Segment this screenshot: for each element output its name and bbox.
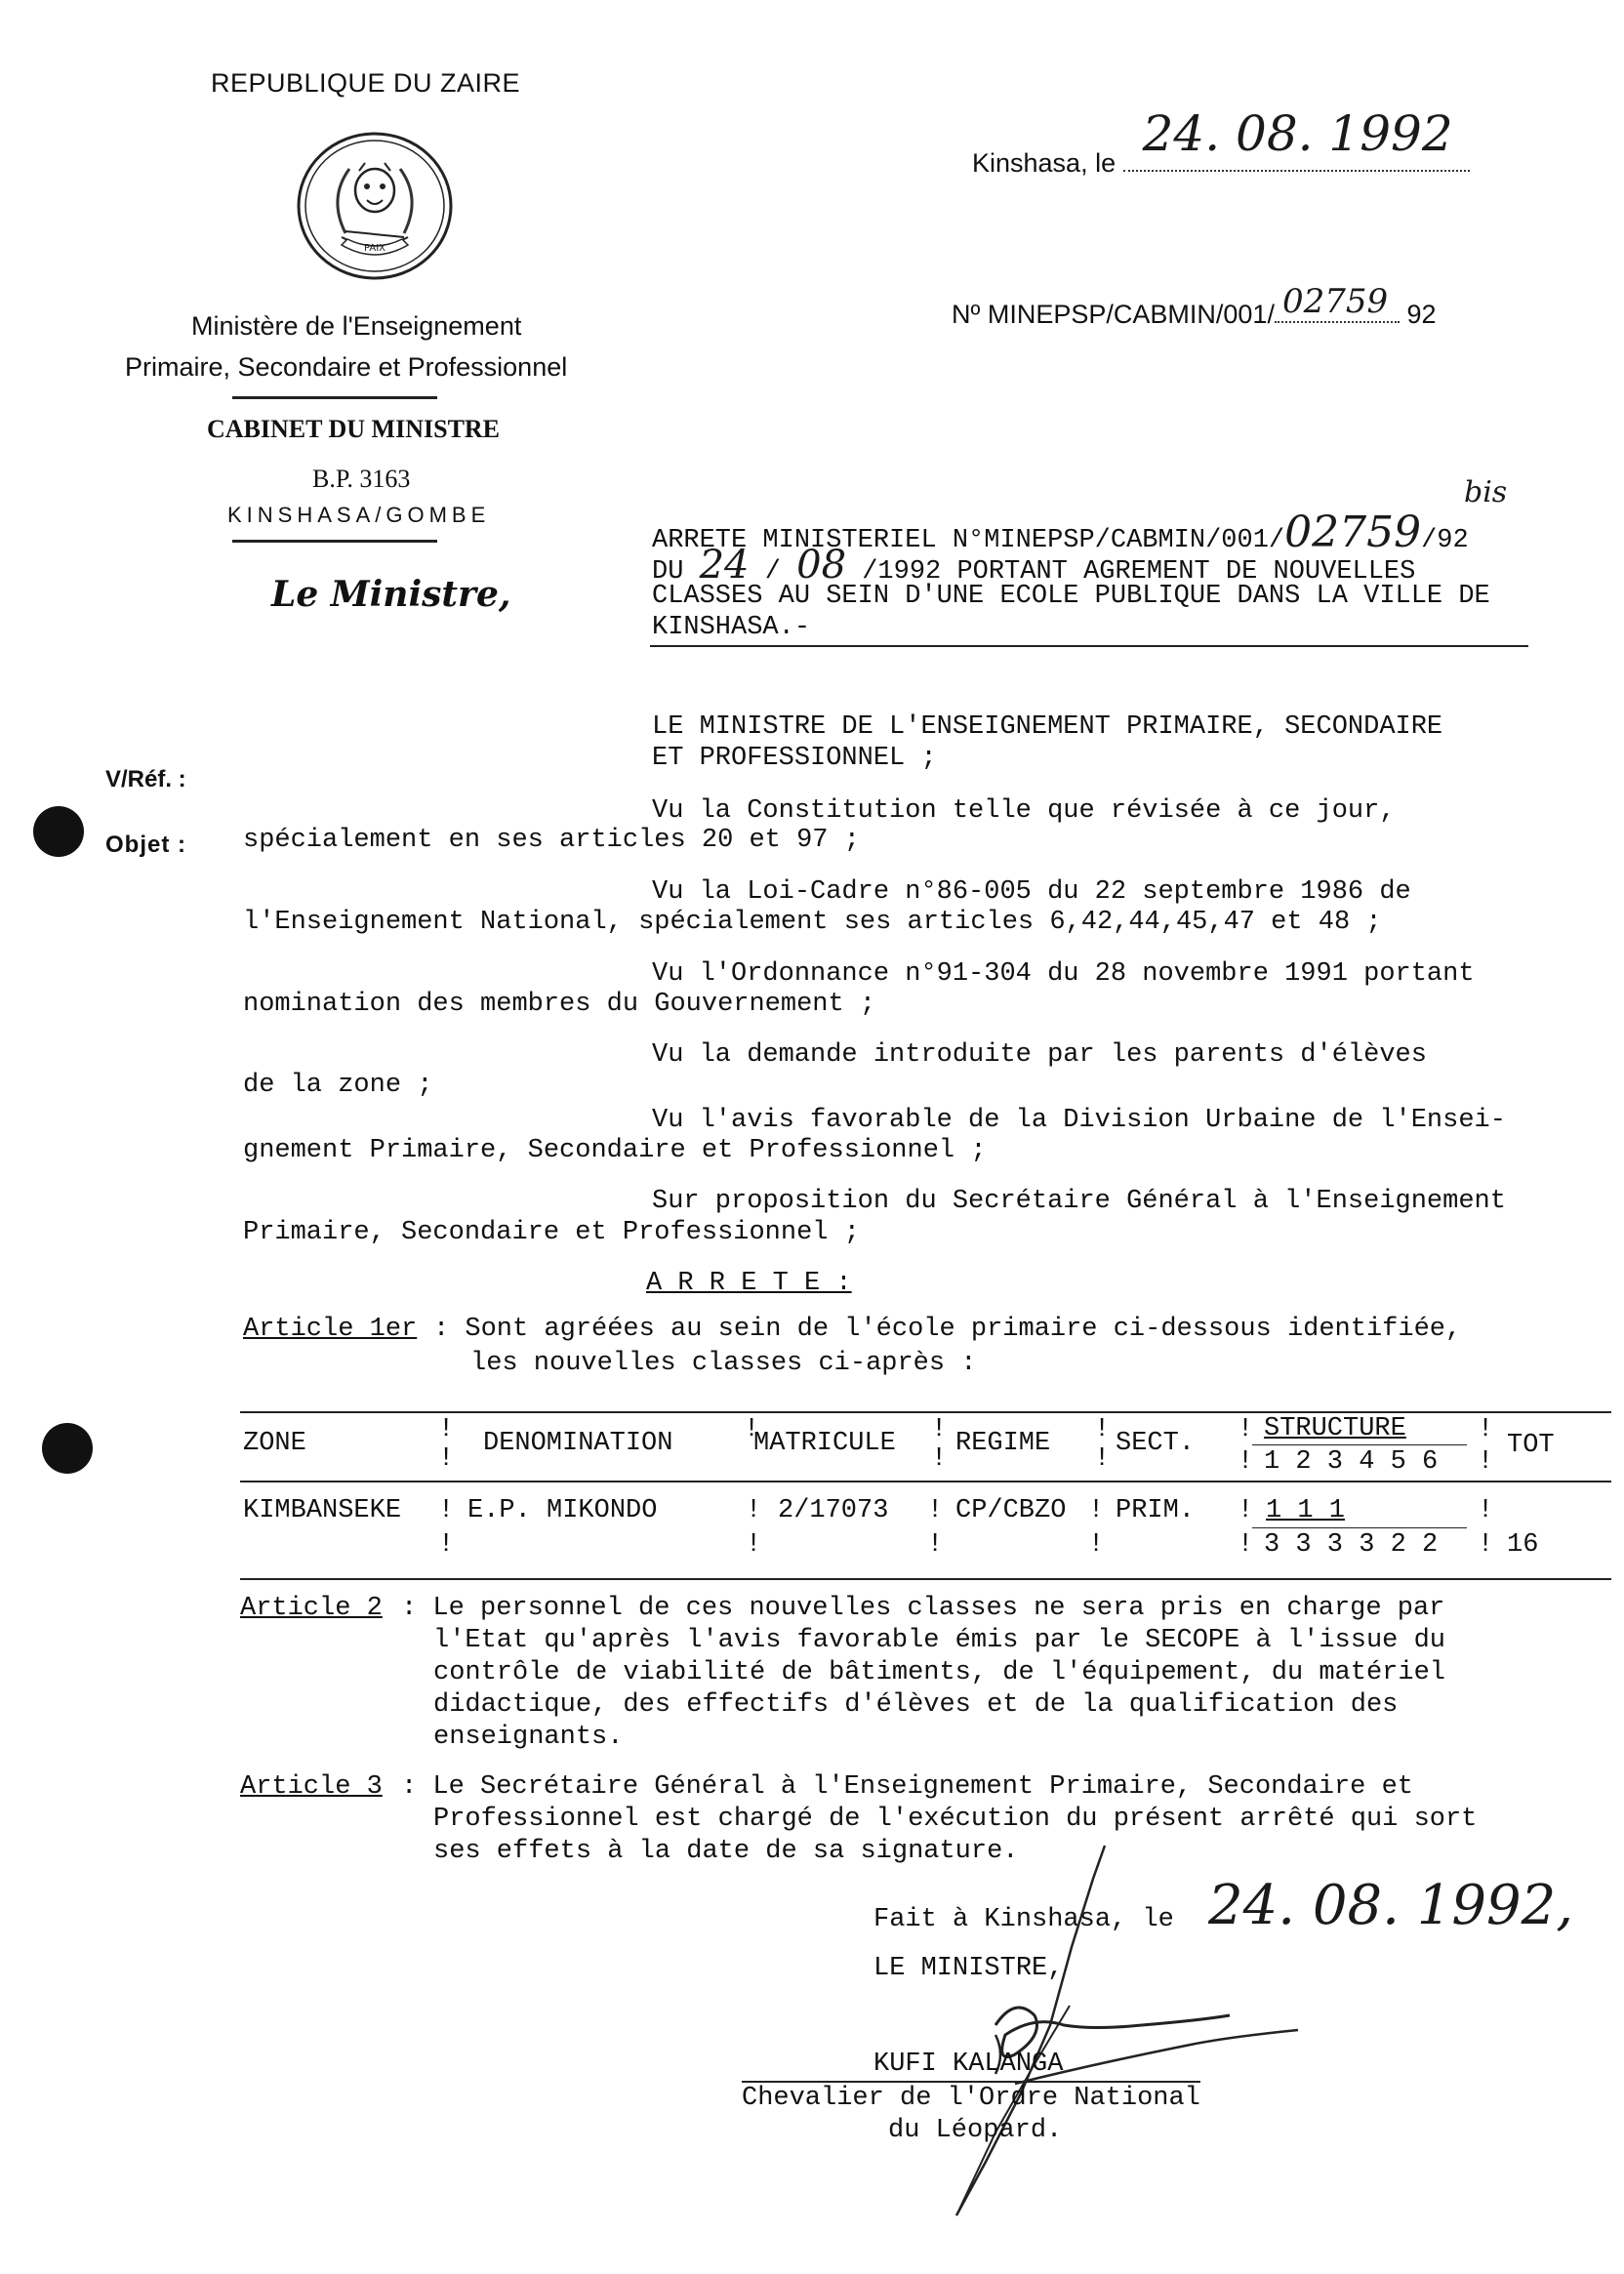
cabinet-title: CABINET DU MINISTRE xyxy=(207,415,501,443)
vref-label: V/Réf. : xyxy=(105,766,186,792)
signatory-title-line1: Chevalier de l'Ordre National xyxy=(742,2084,1200,2113)
sur-proposition-2: Primaire, Secondaire et Professionnel ; xyxy=(243,1218,860,1247)
article2-line3: contrôle de viabilité de bâtiments, de l'équipement, du matériel xyxy=(433,1658,1445,1687)
table-sep: ! xyxy=(438,1530,455,1560)
article1-label: Article 1er xyxy=(243,1315,418,1344)
table-sep: ! xyxy=(1238,1530,1254,1560)
col-header-zone: ZONE xyxy=(243,1429,306,1458)
seal-motto: PAIX xyxy=(363,243,386,254)
vu-ordonnance-2: nomination des membres du Gouvernement ; xyxy=(243,990,876,1019)
col-header-structure-years: 1 2 3 4 5 6 xyxy=(1264,1447,1439,1477)
table-sep: ! xyxy=(438,1415,455,1444)
signature-scribble xyxy=(849,1840,1308,2230)
cell-structure-bottom: 3 3 3 3 2 2 xyxy=(1264,1530,1439,1560)
col-header-structure: STRUCTURE xyxy=(1264,1414,1406,1443)
table-sep: ! xyxy=(931,1415,948,1444)
postal-box: B.P. 3163 xyxy=(312,465,411,493)
cell-structure-top: 1 1 1 xyxy=(1266,1496,1346,1525)
divider-1 xyxy=(232,396,437,399)
article2-line1: : Le personnel de ces nouvelles classes ne sera pris en charge par xyxy=(401,1594,1445,1623)
arrete-title-line3: CLASSES AU SEIN D'UNE ECOLE PUBLIQUE DANS LA VILLE DE xyxy=(652,582,1490,611)
cell-denomination: E.P. MIKONDO xyxy=(467,1496,658,1525)
arrete-heading: A R R E T E : xyxy=(646,1269,852,1298)
table-sep: ! xyxy=(1088,1530,1105,1560)
article2-label: Article 2 xyxy=(240,1594,383,1623)
vu-constitution-2: spécialement en ses articles 20 et 97 ; xyxy=(243,826,860,855)
reference-prefix: Nº MINEPSP/CABMIN/001/ xyxy=(952,300,1275,329)
col-header-tot: TOT xyxy=(1507,1431,1555,1460)
signatory-title-line2: du Léopard. xyxy=(888,2116,1063,2145)
table-sep: ! xyxy=(1238,1496,1254,1525)
vu-demande-2: de la zone ; xyxy=(243,1071,433,1100)
table-sep: ! xyxy=(1094,1444,1111,1474)
table-sep: ! xyxy=(927,1530,944,1560)
article1-line1: : Sont agréées au sein de l'école primaire ci-dessous identifiée, xyxy=(433,1315,1462,1344)
table-sep: ! xyxy=(746,1496,762,1525)
col-header-denomination: DENOMINATION xyxy=(483,1429,673,1458)
table-sep: ! xyxy=(1088,1496,1105,1525)
article3-line1: : Le Secrétaire Général à l'Enseignement Primaire, Secondaire et xyxy=(401,1772,1413,1802)
le-ministre-heading: Le Ministre, xyxy=(271,574,511,615)
fait-handwritten-date: 24. 08. 1992, xyxy=(1208,1874,1574,1937)
reference-number xyxy=(952,282,1437,330)
table-sep: ! xyxy=(1478,1447,1494,1477)
cell-sect: PRIM. xyxy=(1116,1496,1196,1525)
article3-line2: Professionnel est chargé de l'exécution du présent arrêté qui sort xyxy=(433,1805,1478,1834)
title-du: DU xyxy=(652,557,684,587)
table-sep: ! xyxy=(438,1496,455,1525)
dateline xyxy=(972,105,1470,179)
col-header-sect: SECT. xyxy=(1116,1429,1196,1458)
title-handwritten-day: 24 xyxy=(699,543,750,588)
title-bis-annotation: bis xyxy=(1464,475,1508,509)
divider-2 xyxy=(232,540,437,543)
table-sep: ! xyxy=(1094,1415,1111,1444)
col-header-matricule: MATRICULE xyxy=(753,1429,896,1458)
arrete-title-line2: DU 24 / 08 /1992 PORTANT AGREMENT DE NOUVELLES xyxy=(652,543,1416,588)
structure-row-divider xyxy=(1252,1527,1467,1528)
sur-proposition-1: Sur proposition du Secrétaire Général à l'Enseignement xyxy=(652,1187,1506,1216)
structure-divider xyxy=(1252,1444,1467,1445)
dateline-prefix: Kinshasa, le xyxy=(972,148,1116,178)
arrete-title-line4: KINSHASA.- xyxy=(652,613,811,642)
dateline-handwritten-date: 24. 08. 1992 xyxy=(1142,105,1453,162)
article2-line5: enseignants. xyxy=(433,1723,624,1752)
table-sep: ! xyxy=(1478,1415,1494,1444)
col-header-regime: REGIME xyxy=(955,1429,1051,1458)
cell-matricule: 2/17073 xyxy=(778,1496,889,1525)
article1-line2: les nouvelles classes ci-après : xyxy=(470,1349,977,1378)
vu-avis-2: gnement Primaire, Secondaire et Professionnel ; xyxy=(243,1136,987,1165)
vu-loi-cadre-1: Vu la Loi-Cadre n°86-005 du 22 septembre 1986 de xyxy=(652,877,1411,907)
vu-avis-1: Vu l'avis favorable de la Division Urbaine de l'Ensei- xyxy=(652,1106,1506,1135)
table-sep: ! xyxy=(931,1444,948,1474)
vu-demande-1: Vu la demande introduite par les parents d'élèves xyxy=(652,1040,1427,1070)
table-bottom-rule xyxy=(240,1578,1611,1580)
table-sep: ! xyxy=(1238,1415,1254,1444)
table-sep: ! xyxy=(927,1496,944,1525)
vu-constitution-1: Vu la Constitution telle que révisée à ce jour, xyxy=(652,796,1396,826)
cell-tot: 16 xyxy=(1507,1530,1539,1560)
title-line2-rest: /1992 PORTANT AGREMENT DE NOUVELLES xyxy=(862,557,1416,587)
punch-hole-top xyxy=(33,806,84,857)
title-prefix: ARRETE MINISTERIEL N°MINEPSP/CABMIN/001/ xyxy=(652,526,1285,555)
objet-label: Objet : xyxy=(105,832,186,858)
table-sep: ! xyxy=(438,1444,455,1474)
article3-label: Article 3 xyxy=(240,1772,383,1802)
reference-handwritten-number: 02759 xyxy=(1281,282,1389,321)
table-sep: ! xyxy=(1478,1530,1494,1560)
title-handwritten-month: 08 xyxy=(796,543,847,588)
article2-line4: didactique, des effectifs d'élèves et de la qualification des xyxy=(433,1690,1399,1720)
minister-title-line2: ET PROFESSIONNEL ; xyxy=(652,744,937,773)
vu-ordonnance-1: Vu l'Ordonnance n°91-304 du 28 novembre 1991 portant xyxy=(652,959,1475,989)
city-gombe: KINSHASA/GOMBE xyxy=(227,503,491,527)
table-sep: ! xyxy=(744,1415,760,1444)
cell-regime: CP/CBZO xyxy=(955,1496,1067,1525)
ministry-name-line1: Ministère de l'Enseignement xyxy=(191,311,522,341)
article2-line2: l'Etat qu'après l'avis favorable émis par le SECOPE à l'issue du xyxy=(433,1626,1445,1655)
table-sep: ! xyxy=(1478,1496,1494,1525)
republic-title: REPUBLIQUE DU ZAIRE xyxy=(211,68,521,98)
coat-of-arms-seal xyxy=(293,130,457,282)
title-underline xyxy=(650,645,1528,647)
fait-a-kinshasa: Fait à Kinshasa, le xyxy=(873,1905,1174,1934)
minister-title-line1: LE MINISTRE DE L'ENSEIGNEMENT PRIMAIRE, SECONDAIRE xyxy=(652,712,1443,742)
reference-suffix: 92 xyxy=(1406,300,1437,329)
article3-line3: ses effets à la date de sa signature. xyxy=(433,1837,1019,1866)
signatory-name: KUFI KALANGA xyxy=(873,2050,1064,2079)
vu-loi-cadre-2: l'Enseignement National, spécialement ses articles 6,42,44,45,47 et 48 ; xyxy=(243,908,1382,937)
punch-hole-bottom xyxy=(42,1423,93,1474)
title-suffix: /92 xyxy=(1421,526,1469,555)
title-handwritten-number: 02759 xyxy=(1284,508,1422,557)
closing-le-ministre: LE MINISTRE, xyxy=(873,1954,1064,1983)
table-sep: ! xyxy=(1238,1447,1254,1477)
cell-zone: KIMBANSEKE xyxy=(243,1496,402,1525)
table-header-rule xyxy=(240,1481,1611,1482)
ministry-name-line2: Primaire, Secondaire et Professionnel xyxy=(125,352,568,382)
table-sep: ! xyxy=(746,1530,762,1560)
